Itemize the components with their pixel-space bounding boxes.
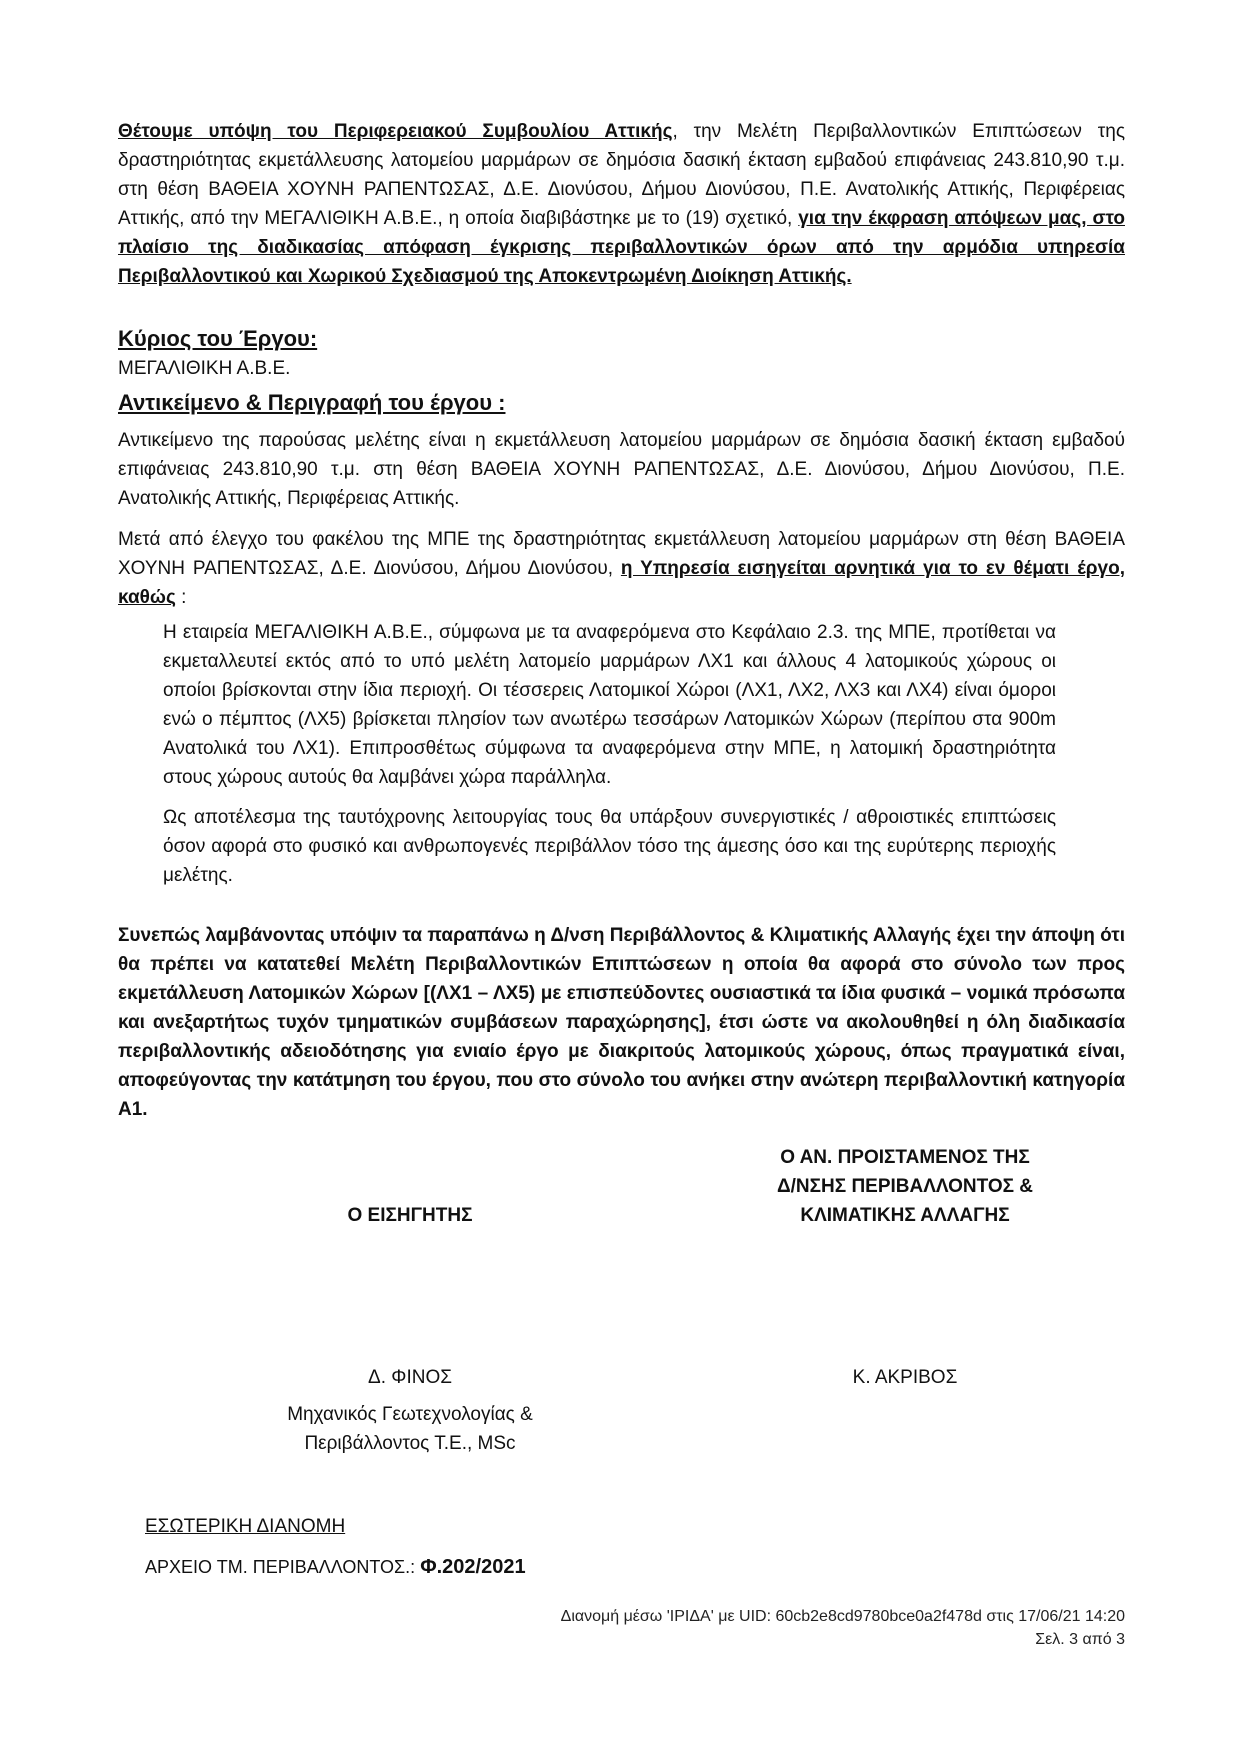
director-title-line3: ΚΛΙΜΑΤΙΚΗΣ ΑΛΛΑΓΗΣ — [800, 1205, 1010, 1226]
footer-uid-line: Διανομή μέσω 'ΙΡΙΔΑ' με UID: 60cb2e8cd9780bce0a2f478d στις 17/06/21 14:20 — [560, 1608, 1125, 1625]
subject-heading: Αντικείμενο & Περιγραφή του έργου : — [118, 390, 506, 415]
archive-label: ΑΡΧΕΙΟ ΤΜ. ΠΕΡΙΒΑΛΛΟΝΤΟΣ.: — [145, 1557, 421, 1577]
intro-lead: Θέτουμε υπόψη του Περιφερειακού Συμβουλίου Αττικής — [118, 121, 673, 142]
indented-paragraph-1: Η εταιρεία ΜΕΓΑΛΙΘΙΚΗ Α.Β.Ε., σύμφωνα με τα αναφερόμενα στο Κεφάλαιο 2.3. της ΜΠΕ, προτίθεται να εκμεταλλευτεί εκτός από το υπό μελέτη λατομείο μαρμάρων ΛΧ1 και άλλους 4 λατομικούς χώρους οι οποίοι βρίσκονται στην ίδια περιοχή. Οι τέσσερεις Λατομικοί Χώροι (ΛΧ1, ΛΧ2, ΛΧ3 και ΛΧ4) είναι όμοροι ενώ ο πέμπτος (ΛΧ5) βρίσκεται πλησίον των ανωτέρω τεσσάρων Λατομικών Χώρων (περίπου στα 900m Ανατολικά του ΛΧ1). Επιπροσθέτως σύμφωνα τα αναφερόμενα στην ΜΠΕ, η λατομική δραστηριότητα στους χώρους αυτούς θα λαμβάνει χώρα παράλληλα. — [163, 622, 1056, 788]
indented-paragraph-2: Ως αποτέλεσμα της ταυτόχρονης λειτουργίας τους θα υπάρξουν συνεργιστικές / αθροιστικές επιπτώσεις όσον αφορά στο φυσικό και ανθρωπογενές περιβάλλον τόσο της άμεσης όσο και της ευρύτερης περιοχής μελέτης. — [163, 807, 1056, 886]
owner-heading: Κύριος του Έργου: — [118, 326, 318, 351]
review-body: Μετά από έλεγχο του φακέλου της ΜΠΕ της δραστηριότητας εκμετάλλευση λατομείου μαρμάρων στη θέση ΒΑΘΕΙΑ ΧΟΥΝΗ ΡΑΠΕΝΤΩΣΑΣ, Δ.Ε. Διονύσου, Δήμου Διονύσου, — [118, 529, 1125, 579]
archive-line — [145, 1553, 845, 1582]
intro-body: , την Μελέτη Περιβαλλοντικών Επιπτώσεων της δραστηριότητας εκμετάλλευσης λατομείου μαρμάρων σε δημόσια δασική έκταση εμβαδού επιφάνειας 243.810,90 τ.μ. στη θέση ΒΑΘΕΙΑ ΧΟΥΝΗ ΡΑΠΕΝΤΩΣΑΣ, Δ.Ε. Διονύσου, Δήμου Διονύσου, Π.Ε. Ανατολικής Αττικής, Περιφέρειας Αττικής, από την ΜΕΓΑΛΙΘΙΚΗ Α.Β.Ε., η οποία διαβιβάστηκε με το (19) σχετικό, — [118, 121, 1125, 229]
owner-section — [118, 326, 1125, 383]
director-title-line1: Ο ΑΝ. ΠΡΟΙΣΤΑΜΕΝΟΣ ΤΗΣ — [780, 1147, 1030, 1168]
distribution-heading: ΕΣΩΤΕΡΙΚΗ ΔΙΑΝΟΜΗ — [145, 1516, 346, 1537]
review-tail: : — [175, 587, 187, 608]
subject-paragraph: Αντικείμενο της παρούσας μελέτης είναι η εκμετάλλευση λατομείου μαρμάρων σε δημόσια δασική έκταση εμβαδού επιφάνειας 243.810,90 τ.μ. στη θέση ΒΑΘΕΙΑ ΧΟΥΝΗ ΡΑΠΕΝΤΩΣΑΣ, Δ.Ε. Διονύσου, Δήμου Διονύσου, Π.Ε. Ανατολικής Αττικής, Περιφέρειας Αττικής. — [118, 430, 1125, 509]
footer-page-number: Σελ. 3 από 3 — [1035, 1631, 1125, 1648]
owner-value: ΜΕΓΑΛΙΘΙΚΗ Α.Β.Ε. — [118, 358, 291, 379]
rapporteur-title: Ο ΕΙΣΗΓΗΤΗΣ — [347, 1205, 473, 1226]
rapporteur-role-line2: Περιβάλλοντος Τ.Ε., MSc — [304, 1433, 516, 1454]
conclusion-text: Συνεπώς λαμβάνοντας υπόψιν τα παραπάνω η Δ/νση Περιβάλλοντος & Κλιματικής Αλλαγής έχει την άποψη ότι θα πρέπει να κατατεθεί Μελέτη Περιβαλλοντικών Επιπτώσεων η οποία θα αφορά στο σύνολο των προς εκμετάλλευση Λατομικών Χώρων [(ΛΧ1 – ΛΧ5) με επισπεύδοντες ουσιαστικά τα ίδια φυσικά – νομικά πρόσωπα και ανεξαρτήτως τυχόν τμηματικών συμβάσεων παραχώρησης], έτσι ώστε να ακολουθηθεί η όλη διαδικασία περιβαλλοντικής αδειοδότησης για ενιαίο έργο με διακριτούς λατομικούς χώρους, όπως πραγματικά είναι, αποφεύγοντας την κατάτμηση του έργου, που στο σύνολο του ανήκει στην ανώτερη περιβαλλοντική κατηγορία Α1. — [118, 925, 1125, 1120]
director-title-block — [735, 1143, 1075, 1230]
rapporteur-role-line1: Μηχανικός Γεωτεχνολογίας & — [287, 1404, 533, 1425]
page-footer — [420, 1605, 1125, 1651]
director-name: Κ. ΑΚΡΙΒΟΣ — [852, 1367, 958, 1388]
review-paragraph — [118, 525, 1125, 612]
distribution-section — [145, 1512, 845, 1582]
indented-block — [163, 618, 1056, 890]
director-title-line2: Δ/ΝΣΗΣ ΠΕΡΙΒΑΛΛΟΝΤΟΣ & — [776, 1176, 1034, 1197]
rapporteur-signature — [220, 1363, 600, 1458]
archive-code: Φ.202/2021 — [420, 1556, 526, 1578]
subject-section — [118, 390, 1125, 513]
intro-paragraph — [118, 117, 1125, 291]
rapporteur-name: Δ. ΦΙΝΟΣ — [368, 1367, 452, 1388]
conclusion-paragraph — [118, 921, 1125, 1124]
intro-tail: για την έκφραση απόψεων μας, στο πλαίσιο της διαδικασίας απόφαση έγκρισης περιβαλλοντικών όρων από την αρμόδια υπηρεσία Περιβαλλοντικού και Χωρικού Σχεδιασμού της Αποκεντρωμένη Διοίκηση Αττικής. — [118, 208, 1125, 287]
review-bold: η Υπηρεσία εισηγείται αρνητικά για το εν θέματι έργο, καθώς — [118, 558, 1125, 608]
